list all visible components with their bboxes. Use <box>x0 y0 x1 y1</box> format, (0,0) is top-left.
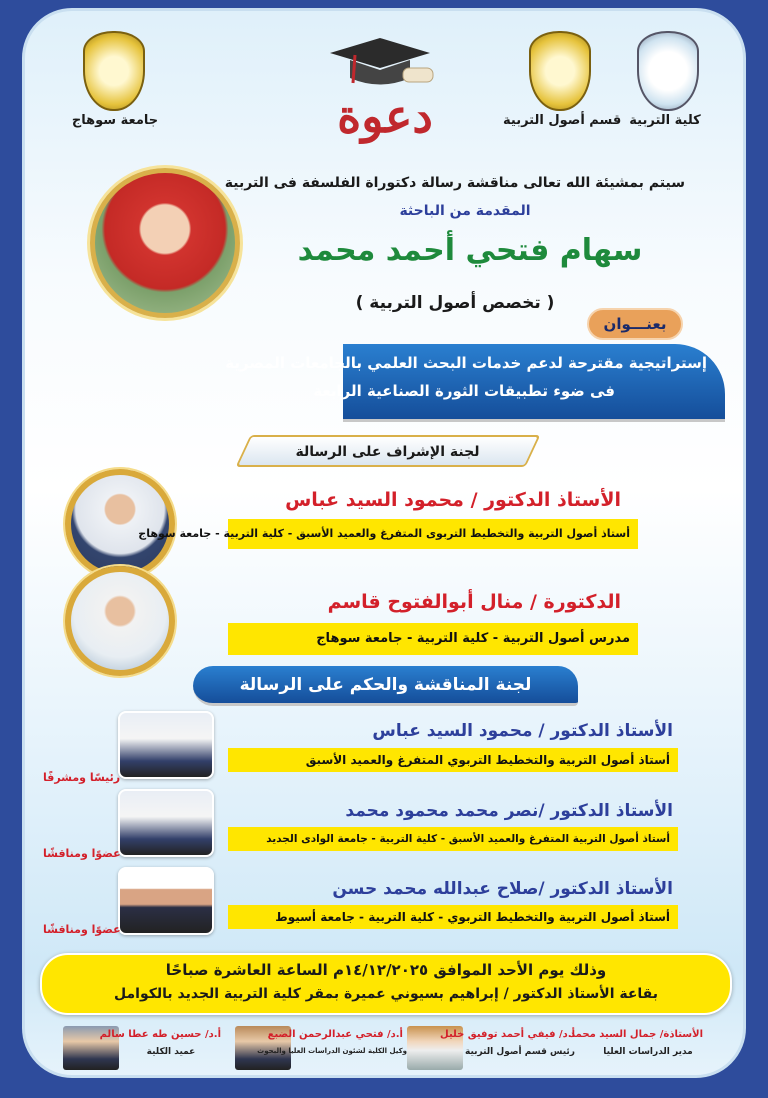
event-details-box <box>40 953 732 1015</box>
event-date-time: وذلك يوم الأحد الموافق ١٤/١٢/٢٠٢٥م الساعة العاشرة صباحًا <box>165 961 607 979</box>
supervision-heading <box>236 435 541 467</box>
footer-name: أ.د/ حسين طه عطا سالم <box>99 1029 221 1040</box>
researcher-photo <box>90 168 240 318</box>
committee-member-role: رئيسًا ومشرفًا <box>43 771 121 784</box>
committee-member-photo <box>118 867 214 935</box>
supervisor-title: مدرس أصول التربية - كلية التربية - جامعة سوهاج <box>228 623 638 655</box>
supervisor-photo <box>65 566 175 676</box>
committee-member-photo <box>118 789 214 857</box>
committee-heading: لجنة المناقشة والحكم على الرسالة <box>193 666 578 706</box>
researcher-name: سهام فتحي أحمد محمد <box>297 233 643 268</box>
footer-role: مدير الدراسات العليا <box>603 1047 693 1057</box>
footer-role: وكيل الكلية لشئون الدراسات العليا والبحوث <box>257 1047 407 1055</box>
faculty-logo <box>637 31 699 111</box>
committee-member-name: الأستاذ الدكتور /نصر محمد محمود محمد <box>345 801 673 821</box>
committee-member-name: الأستاذ الدكتور / محمود السيد عباس <box>372 721 673 741</box>
sohag-university-logo <box>83 31 145 111</box>
committee-member-title: أستاذ أصول التربية والتخطيط التربوي - كلية التربية - جامعة أسيوط <box>228 905 678 929</box>
thesis-label: بعنـــوان <box>587 308 683 340</box>
invitation-card <box>22 8 746 1078</box>
logo-label: كلية التربية <box>629 113 701 128</box>
committee-member-title: أستاذ أصول التربية المتفرغ والعميد الأسبق - كلية التربية - جامعة الوادى الجديد <box>228 827 678 851</box>
event-location: بقاعة الأستاذ الدكتور / إبراهيم بسيوني عميرة بمقر كلية التربية الجديد بالكوامل <box>113 986 659 1002</box>
footer-name: الأستاذة/ جمال السيد محمد <box>569 1029 703 1040</box>
committee-member-title: أستاذ أصول التربية والتخطيط التربوي المتفرغ والعميد الأسبق <box>228 748 678 772</box>
logo-label: قسم أصول التربية <box>503 113 622 128</box>
thesis-title-line1: إستراتيجية مقترحة لدعم خدمات البحث العلمي بالجامعات المصرية <box>225 354 707 372</box>
footer-role: رئيس قسم أصول التربية <box>465 1047 575 1057</box>
presented-by: المقدمة من الباحثة <box>399 203 531 219</box>
footer-name: أ.د/ فيفي أحمد توفيق خليل <box>440 1029 575 1040</box>
footer-role: عميد الكلية <box>146 1047 196 1057</box>
specialization: ( تخصص أصول التربية ) <box>355 293 555 313</box>
thesis-title-line2: فى ضوء تطبيقات الثورة الصناعية الرابعة <box>313 382 615 400</box>
supervisor-name: الأستاذ الدكتور / محمود السيد عباس <box>285 489 621 511</box>
intro-line: سيتم بمشيئة الله تعالى مناقشة رسالة دكتوراة الفلسفة فى التربية <box>224 175 685 191</box>
supervisor-title: أستاذ أصول التربية والتخطيط التربوى المتفرغ والعميد الأسبق - كلية التربية - جامعة سوهاج <box>228 519 638 549</box>
committee-member-role: عضوًا ومناقشًا <box>43 923 121 936</box>
supervision-heading-text: لجنة الإشراف على الرسالة <box>295 444 480 460</box>
committee-member-name: الأستاذ الدكتور /صلاح عبدالله محمد حسن <box>332 879 673 899</box>
committee-member-photo <box>118 711 214 779</box>
committee-member-role: عضوًا ومناقشًا <box>43 847 121 860</box>
footer-name: أ.د/ فتحي عبدالرحمن الضبع <box>267 1029 403 1040</box>
department-logo <box>529 31 591 111</box>
supervisor-name: الدكتورة / منال أبوالفتوح قاسم <box>327 591 621 613</box>
thesis-title-banner <box>225 344 725 422</box>
invitation-title: دعوة <box>337 89 433 143</box>
logo-label: جامعة سوهاج <box>71 113 159 128</box>
